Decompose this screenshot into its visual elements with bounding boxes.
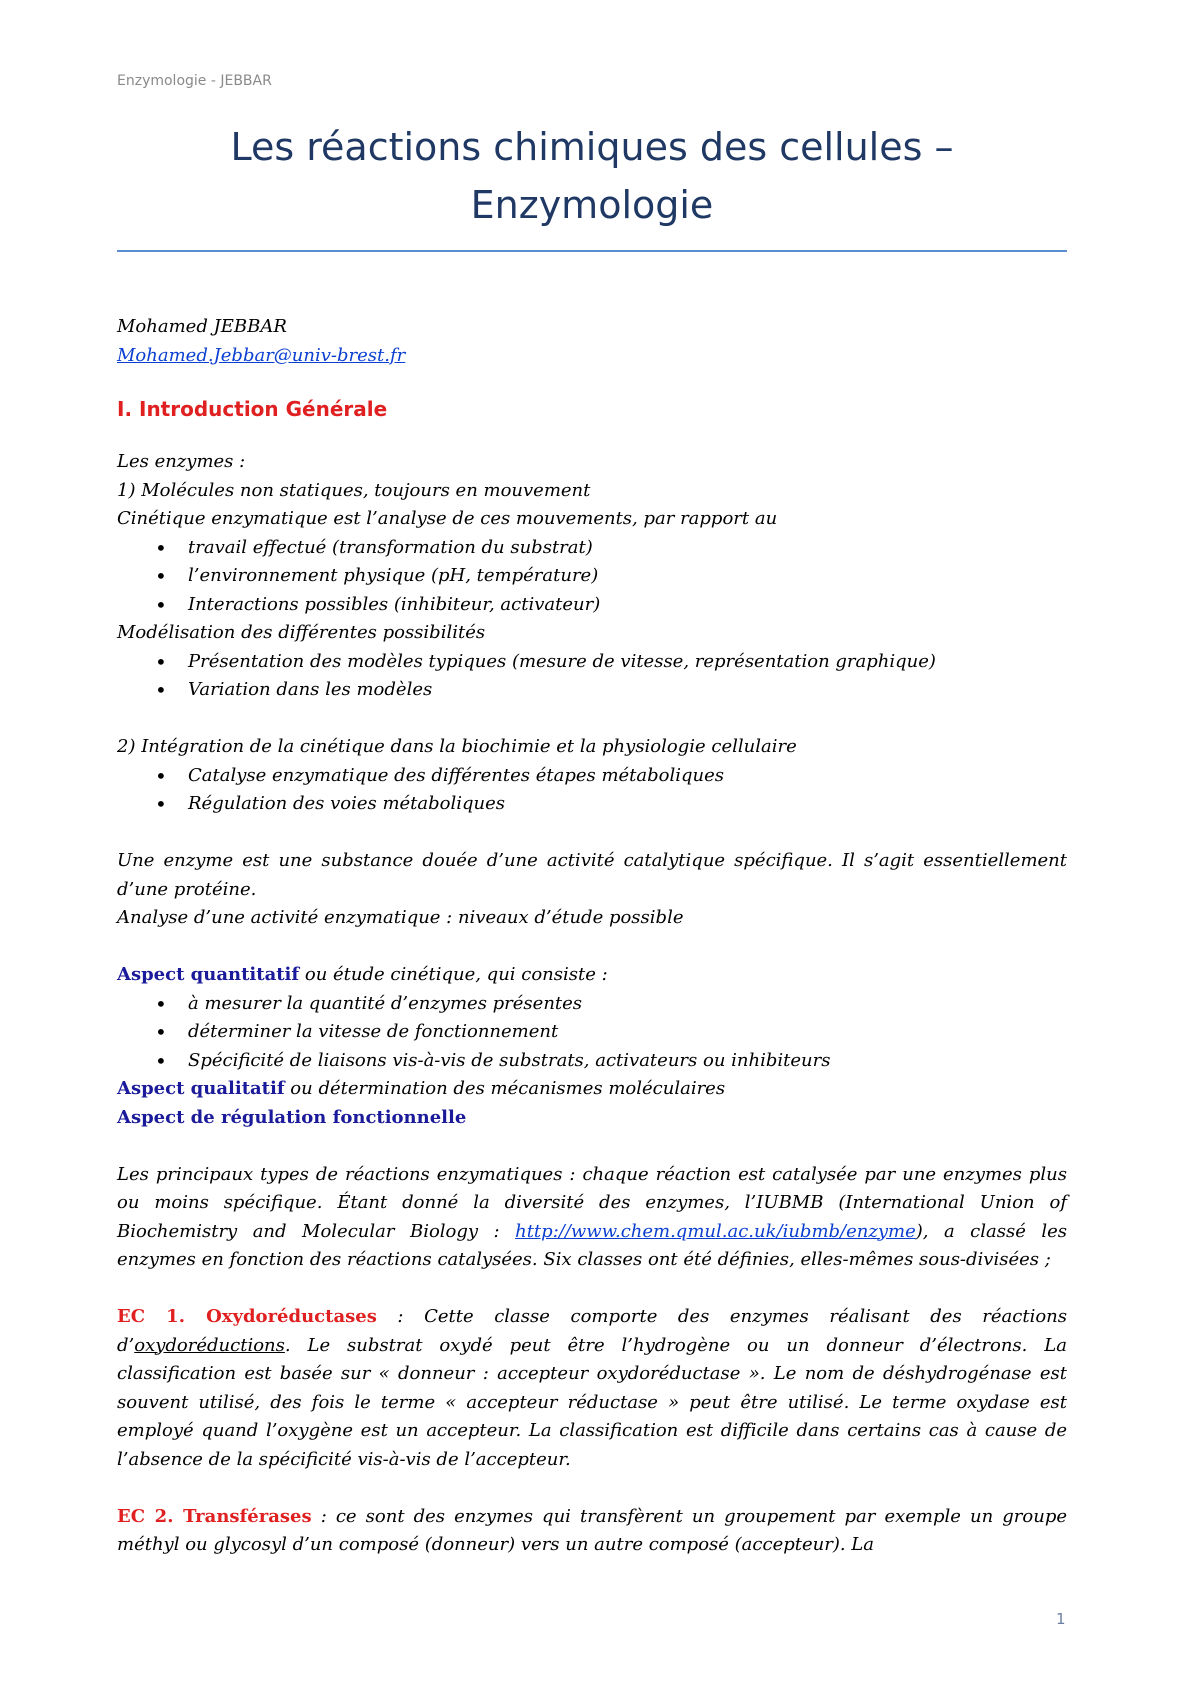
aspect-regulation: [117, 1104, 1067, 1133]
reaction-types-paragraph: [117, 1161, 1067, 1275]
list-item: • Présentation des modèles typiques (mesure de vitesse, représentation graphique): [188, 648, 1067, 677]
aspect-quantitative: [117, 961, 1067, 990]
aspect-qualitative: [117, 1075, 1067, 1104]
ec2-label: EC 2. Transférases: [117, 1505, 312, 1527]
intro-text: Les enzymes :: [117, 451, 246, 472]
author-name: Mohamed JEBBAR: [117, 316, 287, 337]
list-item: • à mesurer la quantité d’enzymes présentes: [188, 990, 1067, 1019]
bullet-list-4: [117, 990, 1067, 1076]
title-line-2: Enzymologie: [470, 183, 714, 227]
bullet-list-3: [117, 762, 1067, 819]
analysis-levels: Analyse d’une activité enzymatique : niveaux d’étude possible: [117, 907, 684, 928]
aspect-qualitative-label: Aspect qualitatif: [117, 1078, 285, 1099]
list-item: • Variation dans les modèles: [188, 676, 1067, 705]
paragraph-4: 2) Intégration de la cinétique dans la biochimie et la physiologie cellulaire: [117, 736, 797, 757]
enzyme-definition: Une enzyme est une substance douée d’une activité catalytique spécifique. Il s’agit essentiellement d’une protéine.: [117, 850, 1067, 900]
list-item: • Régulation des voies métaboliques: [188, 790, 1067, 819]
running-header: Enzymologie - JEBBAR: [117, 73, 272, 89]
bullet-list-1: [117, 534, 1067, 620]
page-number: 1: [1056, 1610, 1066, 1628]
ec2-text: : ce sont des enzymes qui transfèrent un groupement par exemple un groupe méthyl ou glycosyl d’un composé (donneur) vers un autre composé (accepteur). La: [117, 1505, 1067, 1555]
page-title: [117, 118, 1067, 234]
author-email-link[interactable]: Mohamed.Jebbar@univ-brest.fr: [117, 344, 406, 366]
aspect-quantitative-text: ou étude cinétique, qui consiste :: [299, 964, 608, 985]
reaction-types-text-a: Les principaux types de réactions enzymatiques : chaque réaction est catalysée par une enzymes plus ou moins spécifique. Étant donné la diversité des enzymes, l’IUBMB (International Union of Biochemistry and Molecular Biology :: [117, 1163, 1067, 1242]
reaction-types-text-b: ), a classé les enzymes en fonction des réactions catalysées. Six classes ont été définies, elles-mêmes sous-divisées ;: [117, 1220, 1067, 1270]
list-item: • Spécificité de liaisons vis-à-vis de substrats, activateurs ou inhibiteurs: [188, 1047, 1067, 1076]
title-underline: [117, 250, 1067, 252]
paragraph-3: Modélisation des différentes possibilités: [117, 622, 486, 643]
paragraph-1: 1) Molécules non statiques, toujours en mouvement: [117, 479, 591, 501]
list-item: • Catalyse enzymatique des différentes étapes métaboliques: [188, 762, 1067, 791]
ec1-label: EC 1. Oxydoréductases: [117, 1306, 377, 1327]
paragraph-2: Cinétique enzymatique est l’analyse de ces mouvements, par rapport au: [117, 508, 778, 529]
aspect-quantitative-label: Aspect quantitatif: [117, 964, 300, 985]
ec1-paragraph: [117, 1303, 1067, 1474]
ec1-text-a: : Cette classe comporte des enzymes réalisant des réactions d’: [117, 1306, 1067, 1356]
aspect-regulation-label: Aspect de régulation fonctionnelle: [117, 1106, 467, 1128]
ec1-underlined-term: oxydoréductions: [134, 1334, 285, 1356]
list-item: • Interactions possibles (inhibiteur, activateur): [188, 591, 1067, 620]
iubmb-link[interactable]: http://www.chem.qmul.ac.uk/iubmb/enzyme: [515, 1220, 916, 1242]
ec1-text-b: . Le substrat oxydé peut être l’hydrogène ou un donneur d’électrons. La classification est basée sur « donneur : accepteur oxydoréductase ». Le nom de déshydrogénase est souvent utilisé, des fois le terme « accepteur réductase » peut être utilisé. Le terme oxydase est employé quand l’oxygène est un accepteur. La classification est difficile dans certains cas à cause de l’absence de la spécificité vis-à-vis de l’accepteur.: [117, 1334, 1067, 1470]
section-heading: I. Introduction Générale: [117, 397, 388, 421]
title-line-1: Les réactions chimiques des cellules –: [230, 125, 954, 169]
document-body: [117, 313, 1067, 1560]
list-item: • déterminer la vitesse de fonctionnement: [188, 1018, 1067, 1047]
list-item: • l’environnement physique (pH, température): [188, 562, 1067, 591]
list-item: • travail effectué (transformation du substrat): [188, 534, 1067, 563]
ec2-paragraph: [117, 1503, 1067, 1560]
bullet-list-2: [117, 648, 1067, 705]
aspect-qualitative-text: ou détermination des mécanismes moléculaires: [284, 1078, 726, 1099]
